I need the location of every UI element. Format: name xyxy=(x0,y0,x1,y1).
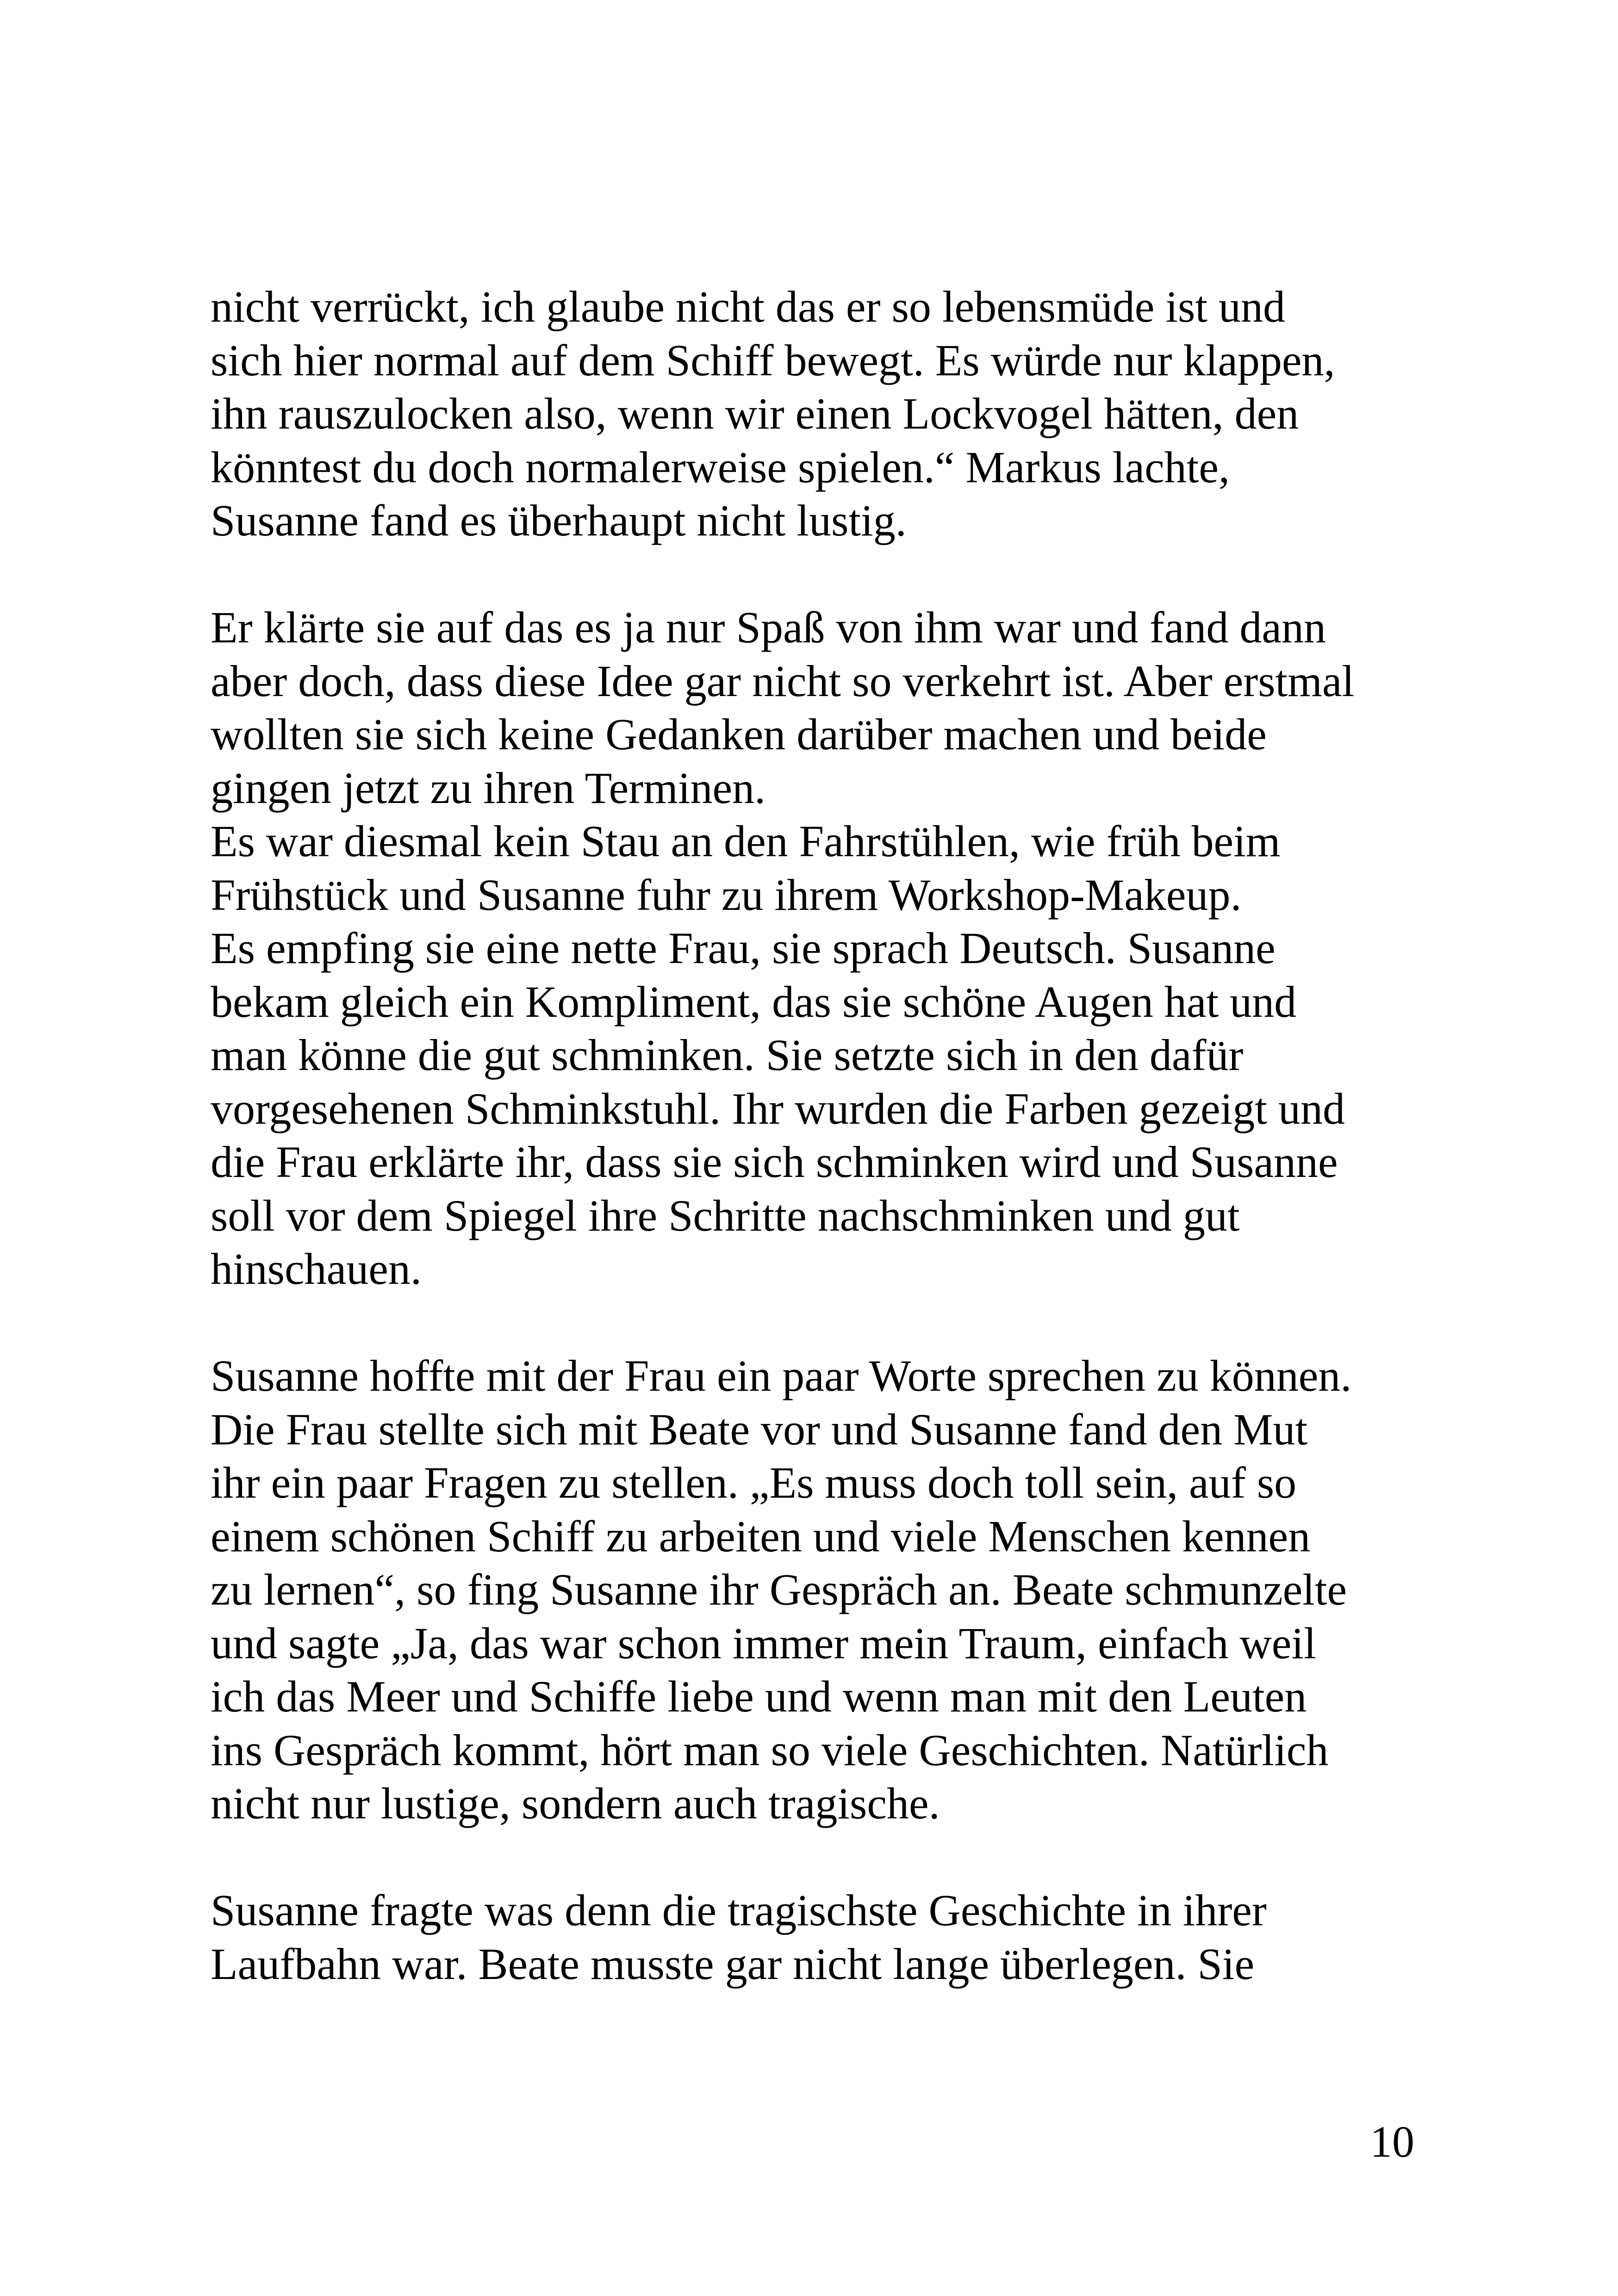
text-line: gingen jetzt zu ihren Terminen. xyxy=(211,763,766,813)
paragraph-gap xyxy=(211,1830,1423,1884)
paragraph-gap xyxy=(211,548,1423,601)
text-line: nicht verrückt, ich glaube nicht das er so lebensmüde ist und xyxy=(211,282,1286,331)
text-line: Frühstück und Susanne fuhr zu ihrem Workshop-Makeup. xyxy=(211,870,1242,920)
text-line: ihr ein paar Fragen zu stellen. „Es muss doch toll sein, auf so xyxy=(211,1458,1297,1507)
text-line: Es war diesmal kein Stau an den Fahrstühlen, wie früh beim xyxy=(211,816,1281,866)
text-line: Er klärte sie auf das es ja nur Spaß von ihm war und fand dann xyxy=(211,603,1326,652)
text-line: zu lernen“, so fing Susanne ihr Gespräch an. Beate schmunzelte xyxy=(211,1565,1347,1614)
text-line: wollten sie sich keine Gedanken darüber machen und beide xyxy=(211,709,1267,759)
text-line: könntest du doch normalerweise spielen.“ Markus lachte, xyxy=(211,442,1230,492)
page-number: 10 xyxy=(1370,2117,1414,2166)
paragraph-2 xyxy=(211,601,1423,1296)
text-line: die Frau erklärte ihr, dass sie sich schminken wird und Susanne xyxy=(211,1137,1338,1187)
text-line: Susanne hoffte mit der Frau ein paar Worte sprechen zu können. xyxy=(211,1351,1352,1400)
text-line: aber doch, dass diese Idee gar nicht so verkehrt ist. Aber erstmal xyxy=(211,656,1355,706)
text-line: Susanne fragte was denn die tragischste Geschichte in ihrer xyxy=(211,1885,1267,1935)
text-line: sich hier normal auf dem Schiff bewegt. Es würde nur klappen, xyxy=(211,335,1335,385)
text-line: Susanne fand es überhaupt nicht lustig. xyxy=(211,496,907,545)
text-line: bekam gleich ein Kompliment, das sie schöne Augen hat und xyxy=(211,977,1297,1027)
text-line: hinschauen. xyxy=(211,1244,422,1294)
text-line: Laufbahn war. Beate musste gar nicht lange überlegen. Sie xyxy=(211,1939,1255,1989)
text-line: nicht nur lustige, sondern auch tragische. xyxy=(211,1779,940,1828)
paragraph-3 xyxy=(211,1349,1423,1830)
text-line: man könne die gut schminken. Sie setzte sich in den dafür xyxy=(211,1030,1244,1080)
text-line: einem schönen Schiff zu arbeiten und viele Menschen kennen xyxy=(211,1511,1311,1561)
paragraph-1 xyxy=(211,280,1423,548)
text-line: soll vor dem Spiegel ihre Schritte nachschminken und gut xyxy=(211,1190,1240,1240)
text-line: Es empfing sie eine nette Frau, sie sprach Deutsch. Susanne xyxy=(211,923,1276,973)
paragraph-gap xyxy=(211,1296,1423,1350)
text-line: ich das Meer und Schiffe liebe und wenn man mit den Leuten xyxy=(211,1672,1307,1721)
text-line: Die Frau stellte sich mit Beate vor und Susanne fand den Mut xyxy=(211,1404,1308,1454)
paragraph-4 xyxy=(211,1884,1423,1991)
text-line: ins Gespräch kommt, hört man so viele Geschichten. Natürlich xyxy=(211,1725,1329,1775)
text-line: vorgesehenen Schminkstuhl. Ihr wurden die Farben gezeigt und xyxy=(211,1083,1345,1133)
text-line: und sagte „Ja, das war schon immer mein Traum, einfach weil xyxy=(211,1618,1316,1668)
text-line: ihn rauszulocken also, wenn wir einen Lockvogel hätten, den xyxy=(211,389,1299,438)
body-text xyxy=(211,280,1423,1991)
